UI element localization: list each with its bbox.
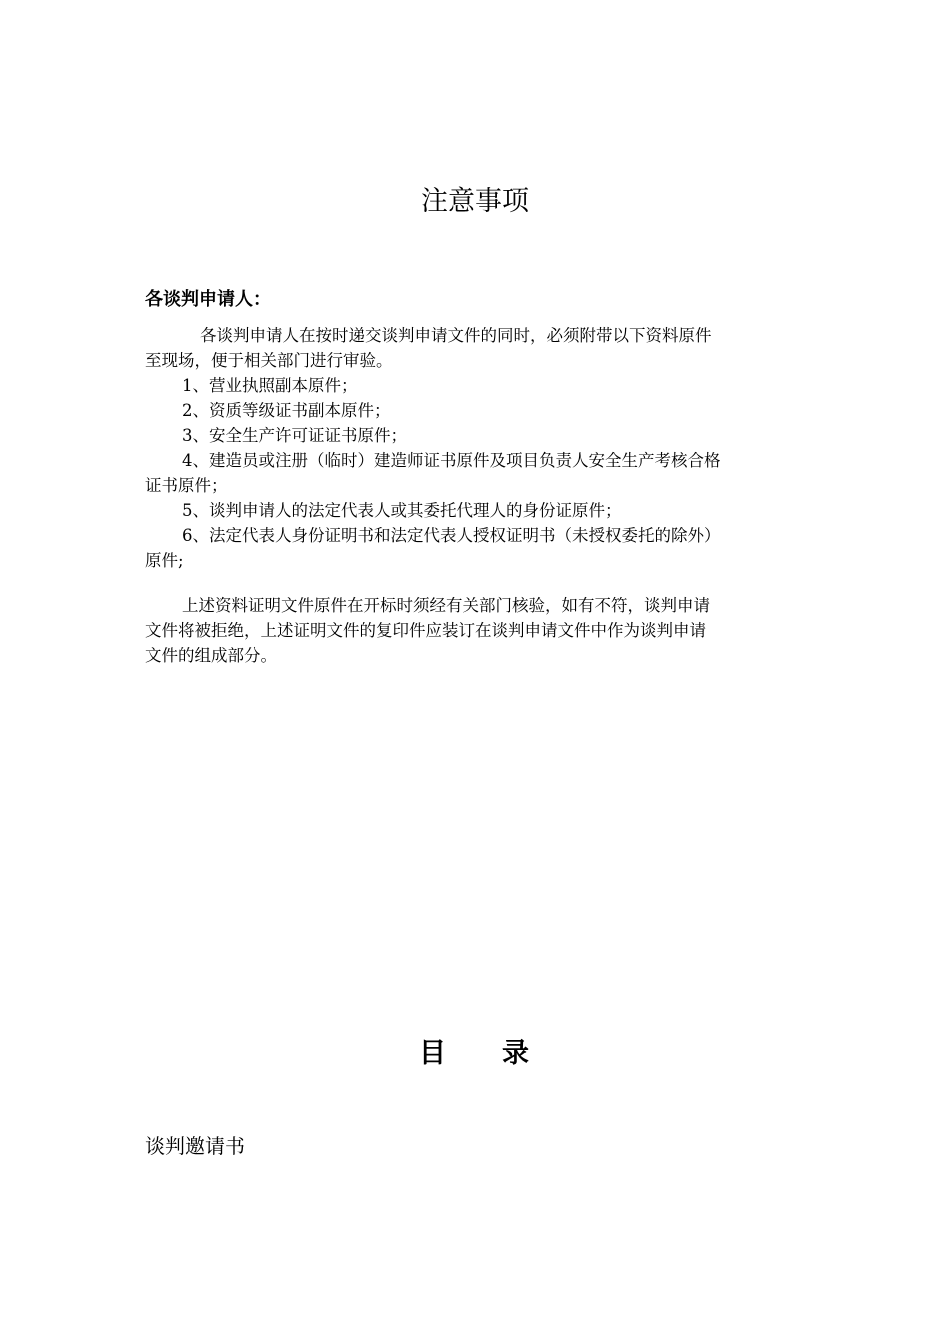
toc-item-invitation[interactable]: 谈判邀请书 [145, 1134, 245, 1158]
requirement-item-6-line-2: 原件; [145, 551, 184, 570]
requirement-item-3: 3、安全生产许可证证书原件； [182, 426, 407, 445]
notice-title: 注意事项 [421, 186, 529, 217]
requirement-item-2: 2、资质等级证书副本原件； [182, 401, 391, 420]
intro-line-2: 至现场，便于相关部门进行审验。 [145, 351, 393, 370]
requirement-item-4-line-1: 4、建造员或注册（临时）建造师证书原件及项目负责人安全生产考核合格 [182, 451, 721, 470]
closing-line-1: 上述资料证明文件原件在开标时须经有关部门核验，如有不符，谈判申请 [182, 596, 710, 615]
toc-title [419, 1036, 529, 1072]
intro-line-1: 各谈判申请人在按时递交谈判申请文件的同时，必须附带以下资料原件 [200, 326, 712, 345]
closing-line-2: 文件将被拒绝，上述证明文件的复印件应装订在谈判申请文件中作为谈判申请 [145, 621, 706, 640]
requirement-item-5: 5、谈判申请人的法定代表人或其委托代理人的身份证原件； [182, 501, 622, 520]
closing-line-3: 文件的组成部分。 [145, 646, 277, 665]
toc-title-char-2: 录 [502, 1038, 529, 1069]
toc-title-char-1: 目 [419, 1038, 446, 1069]
requirement-item-4-line-2: 证书原件； [145, 476, 228, 495]
requirement-item-6-line-1: 6、法定代表人身份证明书和法定代表人授权证明书（未授权委托的除外） [182, 526, 721, 545]
salutation: 各谈判申请人： [145, 289, 271, 310]
requirement-item-1: 1、营业执照副本原件； [182, 376, 358, 395]
